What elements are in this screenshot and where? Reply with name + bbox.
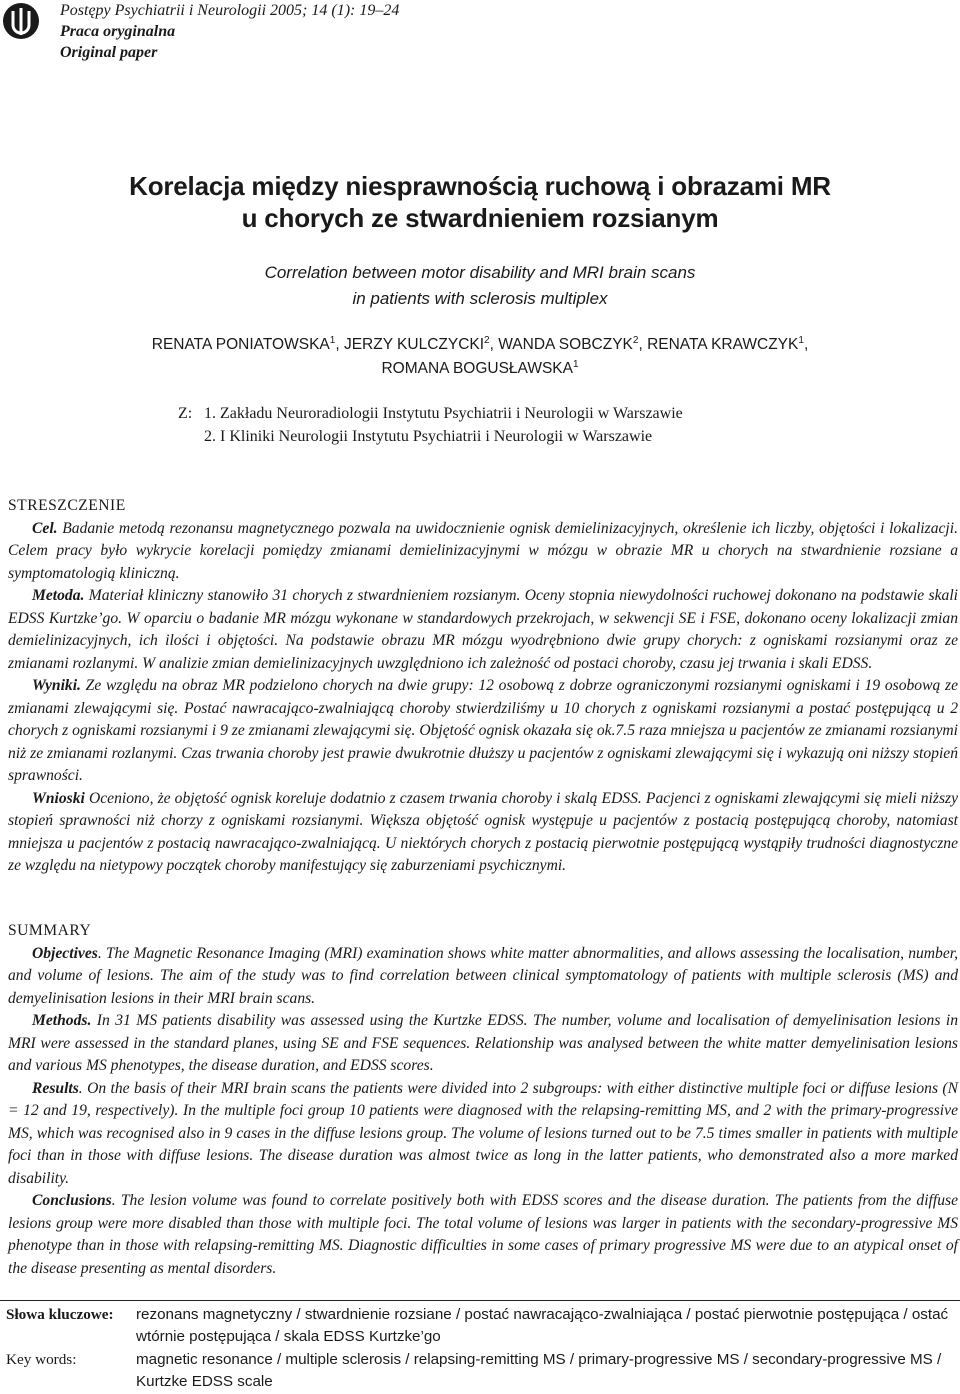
abstract-paragraph [8, 585, 958, 675]
affiliation-prefix: Z: [178, 405, 193, 422]
abstract-paragraph [8, 788, 958, 878]
author-affil-mark: 2 [632, 335, 639, 346]
page-title [0, 170, 960, 234]
keywords-pl-text: rezonans magnetyczny / stwardnienie rozsiane / postać nawracająco-zwalniająca / postać pierwotnie postępująca / ostać wtórnie postępująca / skala EDSS Kurtzke’go [136, 1306, 949, 1345]
keywords-en-text: magnetic resonance / multiple sclerosis / relapsing-remitting MS / primary-progressive MS / secondary-progressive MS / Kurtzke EDSS scale [136, 1351, 942, 1390]
author-name: ROMANA BOGUSŁAWSKA [381, 360, 573, 377]
title-en-line1: Correlation between motor disability and MRI brain scans [264, 263, 696, 282]
author-name: RENATA KRAWCZYK [647, 336, 799, 353]
affiliation-item: 2. I Kliniki Neurologii Instytutu Psychiatrii i Neurologii w Warszawie [204, 428, 653, 445]
abstract-section-text: . On the basis of their MRI brain scans the patients were divided into 2 subgroups: with either distinctive multiple foci or diffuse lesions (N = 12 and 19, respectively). In the multiple foci group 10 patients were diagnosed with the relapsing-remitting MS, and 2 with the primary-progressive MS, which was recognised also in 9 cases in the diffuse lesions group. The volume of lesions turned out to be 7.5 times smaller in patients with multiple foci than in those with diffuse lesions. The disease duration was almost twice as long in the latter patients, who demonstrated also a more marked disability. [8, 1079, 958, 1187]
journal-logo-icon [2, 2, 40, 40]
author-affil-mark: 1 [572, 359, 579, 370]
paper-type-en: Original paper [60, 44, 158, 61]
abstract-section-label: Cel. [32, 519, 58, 537]
author-name: WANDA SOBCZYK [498, 336, 633, 353]
affiliations [178, 402, 683, 448]
abstract-section-text: . The lesion volume was found to correlate positively both with EDSS scores and the disease duration. The patients from the diffuse lesions group were more disabled than those with multiple foci. The total volume of lesions was larger in patients with the secondary-progressive MS phenotype than in those with relapsing-remitting MS. Diagnostic difficulties in some cases of primary progressive MS were due to an atypical onset of the disease presenting as mental disorders. [8, 1192, 958, 1277]
keywords-en-label: Key words: [6, 1351, 77, 1368]
abstract-section-text: Materiał kliniczny stanowiło 31 chorych z stwardnieniem rozsianym. Oceny stopnia niewydolności ruchowej dokonano na podstawie skali EDSS Kurtzke’go. W oparciu o badanie MR mózgu wykonane w standardowych przekrojach, w sekwencji SE i FSE, dokonano oceny lokalizacji zmian demielinizacyjnych, ich ilości i objętości. Na podstawie obrazu MR mózgu wyodrębniono dwie grupy chorych: z ogniskami rozsianymi oraz ze zmianami rozlanymi. W analizie zmian demielinizacyjnych uwzględniono ich zależność od postaci choroby, czasu jej trwania i skali EDSS. [8, 587, 958, 672]
title-en-line2: in patients with sclerosis multiplex [352, 289, 608, 308]
abstract-section-text: In 31 MS patients disability was assessed using the Kurtzke EDSS. The number, volume and localisation of demyelinisation lesions in MRI were assessed in the standard planes, using SE and FSE sequences. Relationship was analysed between the white matter demyelinisation lesions and various MS phenotypes, the disease duration, and EDSS scores. [8, 1012, 958, 1074]
abstract-section-label: Results [32, 1079, 79, 1097]
abstract-section-text: Ze względu na obraz MR podzielono chorych na dwie grupy: 12 osobową z dobrze ograniczonymi rozsianymi ogniskami i 19 osobową ze zmianami zlewającymi się. Postać nawracająco-zwalniającą choroby stwierdziliśmy u 10 chorych z ogniskami rozsianymi a postać postępującą u 2 chorych z ogniskami rozsianymi i 9 ze zmianami zlewającymi się. Objętość ognisk okazała się ok.7.5 raza mniejsza u pacjentów ze zmianami rozsianymi niż ze zmianami rozlanymi. Czas trwania choroby jest prawie dwukrotnie dłuższy u pacjentów z ogniskami zlewającymi się i wykazują oni niższy stopień sprawności. [8, 677, 958, 784]
abstract-section-label: Wnioski [32, 789, 85, 807]
journal-citation: Postępy Psychiatrii i Neurologii 2005; 14 (1): 19–24 [60, 2, 400, 19]
author-affil-mark: 1 [798, 335, 804, 346]
abstract-section-label: Conclusions [32, 1192, 112, 1209]
author-list [0, 333, 960, 381]
abstract-paragraph [8, 1010, 958, 1078]
abstract-paragraph [8, 1078, 958, 1191]
keywords-divider [0, 1300, 960, 1301]
author-separator: , [803, 336, 809, 353]
abstract-paragraph [8, 518, 958, 586]
abstract-section-label: Methods. [32, 1012, 92, 1029]
journal-header [60, 0, 399, 63]
author-separator: , [638, 336, 648, 353]
abstract-paragraph [8, 675, 958, 788]
abstract-en [8, 920, 958, 1280]
abstract-section-label: Wyniki. [32, 677, 81, 694]
title-pl-line2: u chorych ze stwardnieniem rozsianym [241, 203, 719, 233]
abstract-paragraph [8, 943, 958, 1011]
author-separator: , [335, 336, 344, 353]
author-name: RENATA PONIATOWSKA [151, 336, 330, 353]
english-title [0, 260, 960, 312]
author-affil-mark: 1 [329, 335, 336, 346]
abstract-section-text: . The Magnetic Resonance Imaging (MRI) examination shows white matter abnormalities, and allows assessing the localisation, number, and volume of lesions. The aim of the study was to find correlation between clinical symptomatology of patients with multiple sclerosis (MS) and demyelinisation lesions in their MRI brain scans. [8, 944, 958, 1007]
affiliation-item: 1. Zakładu Neuroradiologii Instytutu Psychiatrii i Neurologii w Warszawie [204, 405, 683, 422]
abstract-section-label: Objectives [32, 944, 98, 962]
abstract-section-text: Badanie metodą rezonansu magnetycznego pozwala na uwidocznienie ognisk demielinizacyjnych, określenie ich liczby, objętości i lokalizacji. Celem pracy było wykrycie korelacji pomiędzy zmianami demielinizacyjnymi w mózgu w obrazie MR u chorych na stwardnienie rozsiane a symptomatologią kliniczną. [8, 519, 958, 582]
author-affil-mark: 2 [484, 335, 490, 346]
keywords-block [6, 1304, 958, 1394]
abstract-section-text: Oceniono, że objętość ognisk koreluje dodatnio z czasem trwania choroby i skalą EDSS. Pacjenci z ogniskami zlewającymi się mieli niższy stopień sprawności niż chorzy z ogniskami rozsianymi. Większa objętość ognisk występuje u pacjentów z postacią postępującą choroby, natomiast mniejsza u pacjentów z postacią nawracająco-zwalniającą. U niektórych chorych z postacią pierwotnie postępującą wystąpiły trudności diagnostyczne ze względu na nietypowy początek choroby manifestujący się zaburzeniami psychicznymi. [8, 789, 958, 874]
abstract-pl [8, 495, 958, 878]
title-pl-line1: Korelacja między niesprawnością ruchową i obrazami MR [129, 171, 831, 201]
paper-type-pl: Praca oryginalna [60, 23, 176, 40]
abstract-pl-heading: STRESZCZENIE [8, 497, 126, 514]
abstract-section-label: Metoda. [32, 587, 85, 604]
keywords-pl-label: Słowa kluczowe: [6, 1306, 114, 1323]
abstract-paragraph [8, 1190, 958, 1280]
abstract-en-heading: SUMMARY [8, 922, 92, 939]
author-separator: , [489, 336, 499, 353]
author-name: JERZY KULCZYCKI [343, 336, 485, 353]
